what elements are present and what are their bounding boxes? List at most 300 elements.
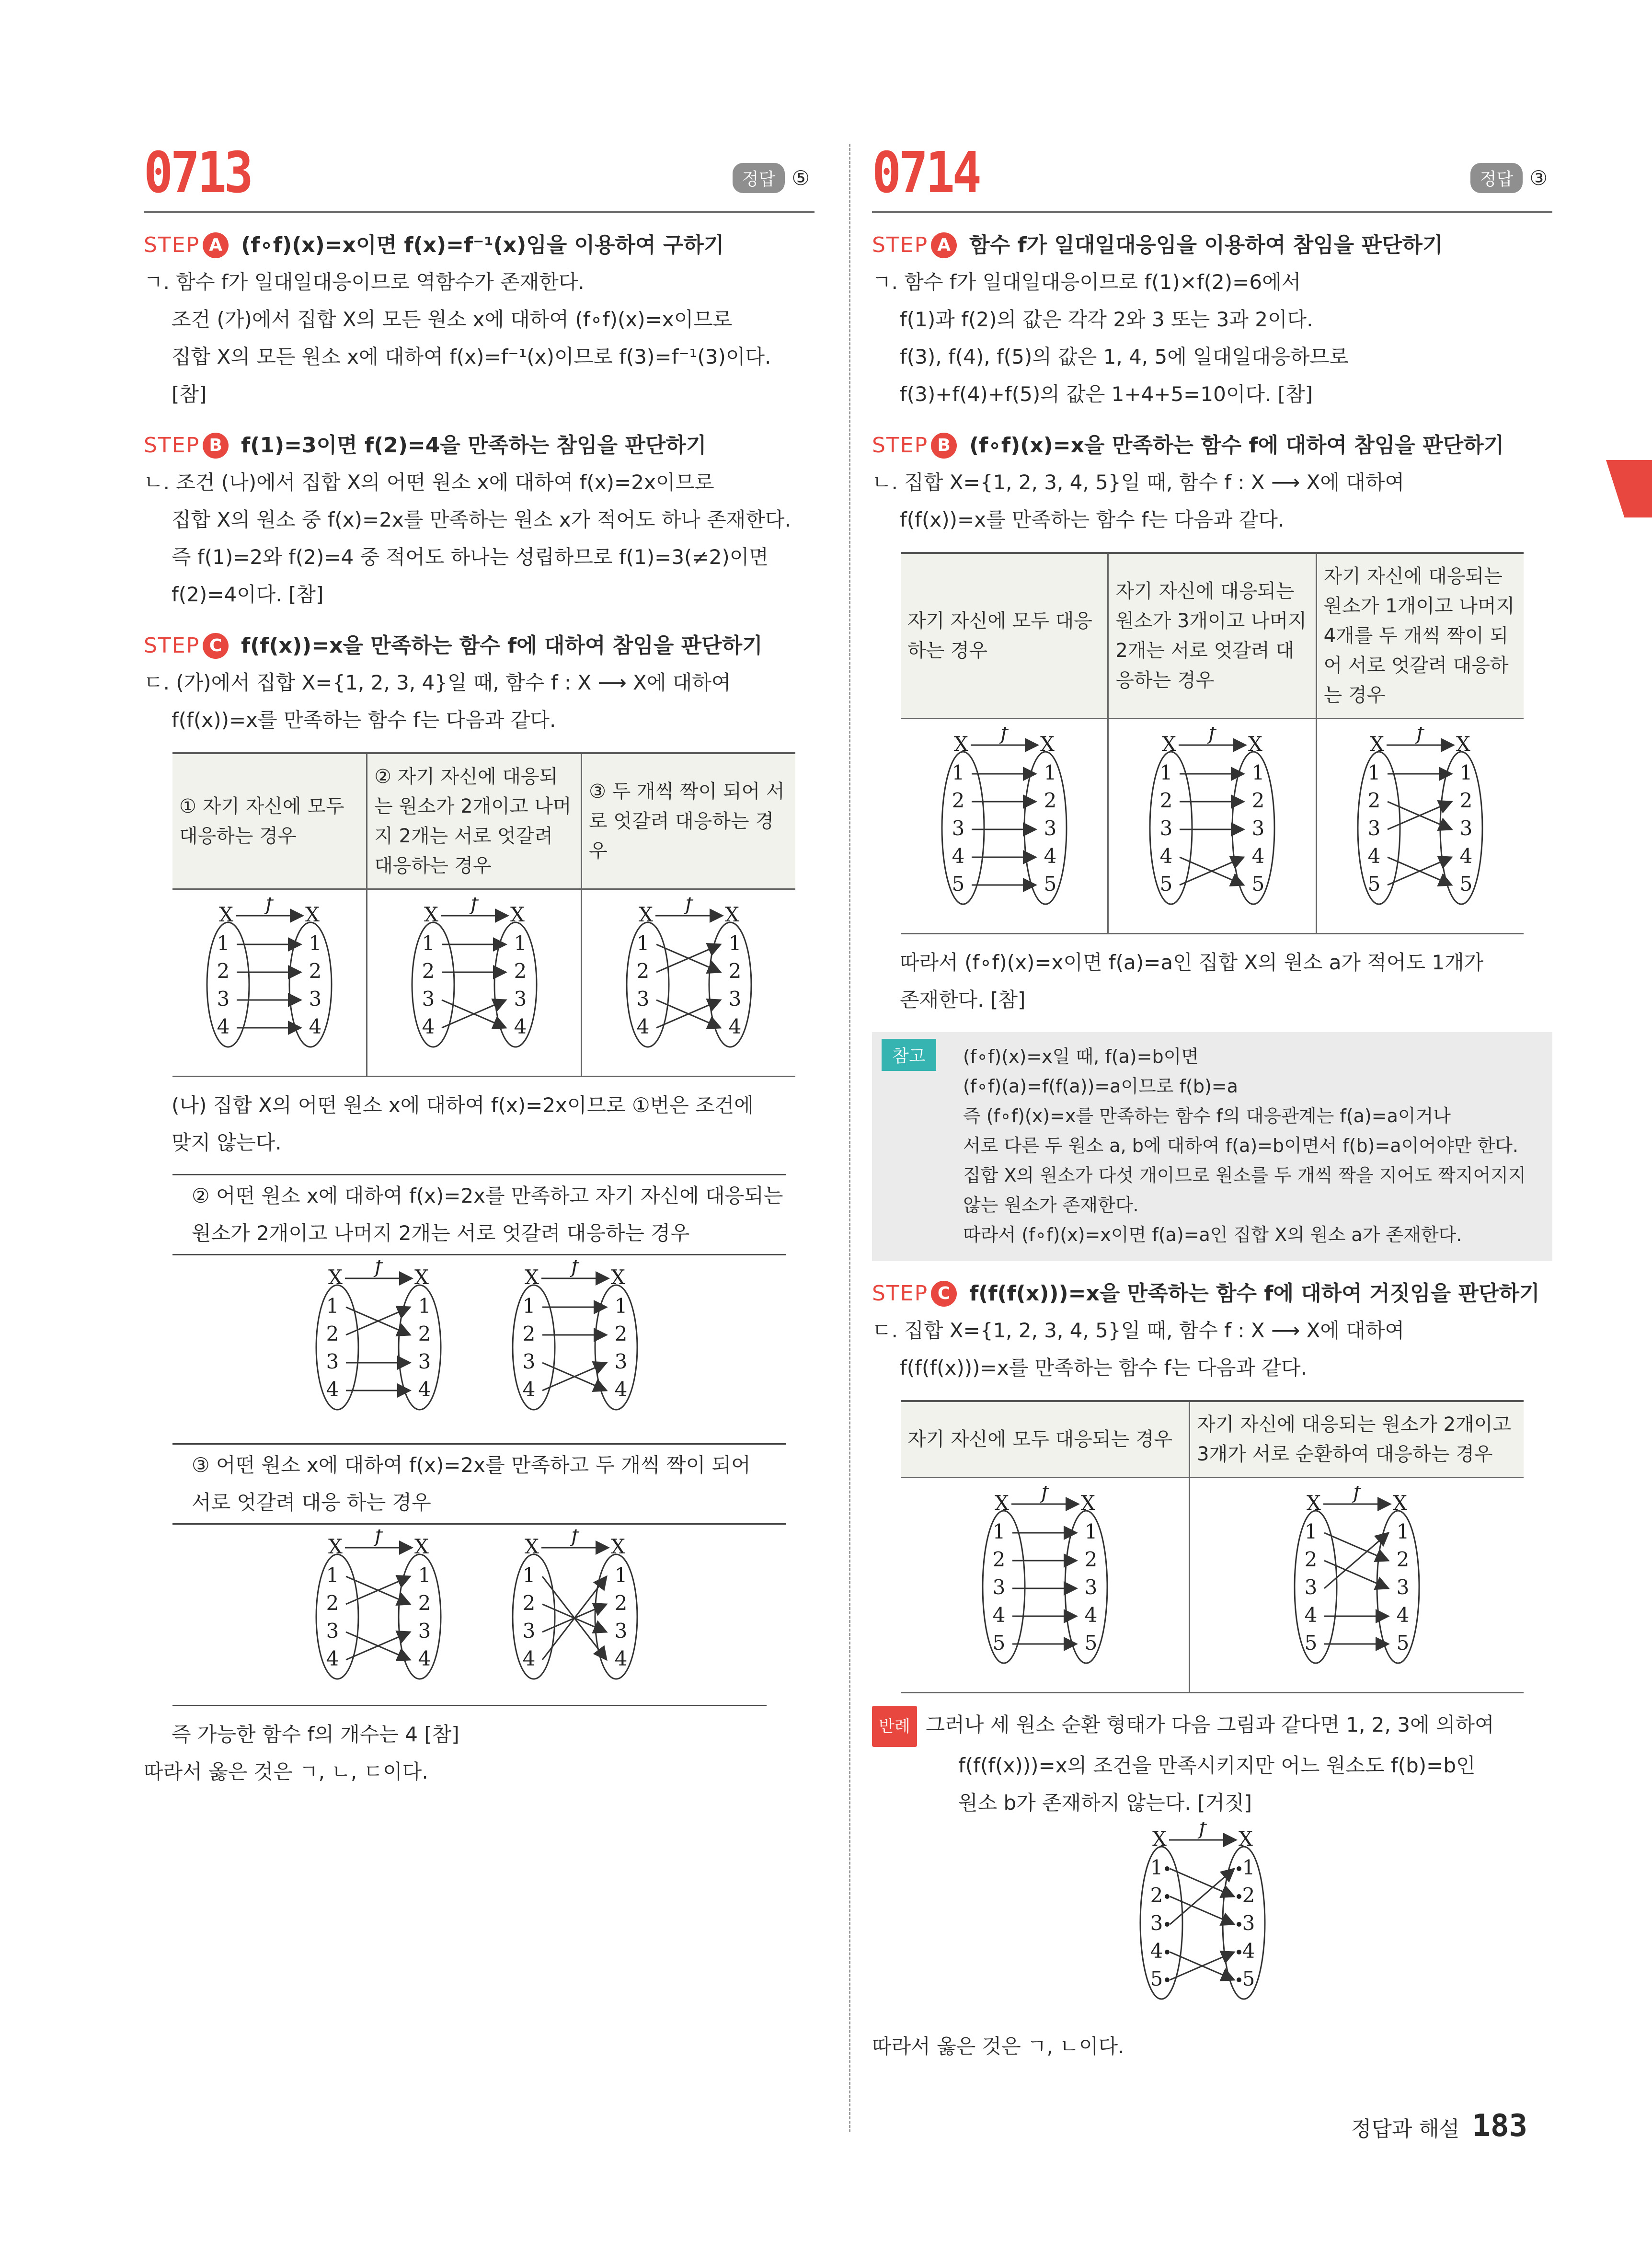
case-3-diagrams bbox=[307, 1529, 815, 1700]
codomain-element: 3 bbox=[514, 987, 527, 1011]
mapping-diagram bbox=[901, 727, 1107, 925]
domain-element: 1 bbox=[952, 761, 965, 784]
codomain-element: 3 bbox=[1044, 816, 1057, 840]
problem-header bbox=[872, 139, 1552, 213]
codomain-element: 1 bbox=[418, 1294, 431, 1318]
step-mark: C bbox=[203, 633, 229, 659]
codomain-label: X bbox=[1248, 732, 1262, 756]
domain-element: 2 bbox=[217, 959, 230, 983]
domain-element: 2 bbox=[1159, 789, 1173, 812]
mapping-svg bbox=[617, 897, 761, 1066]
answer-box bbox=[733, 163, 810, 193]
domain-element: 4 bbox=[422, 1015, 435, 1038]
text-line: 즉 f(1)=2와 f(2)=4 중 적어도 하나는 성립하므로 f(1)=3(≠2)이면 bbox=[172, 545, 769, 569]
domain-label: X bbox=[1162, 732, 1176, 756]
problem-0713 bbox=[144, 139, 815, 1791]
mapping-diagram bbox=[307, 1529, 450, 1700]
codomain-label: X bbox=[611, 1265, 625, 1289]
codomain-label: X bbox=[510, 903, 525, 926]
mapping-svg bbox=[932, 727, 1076, 923]
domain-element: 1 bbox=[326, 1563, 339, 1587]
text-line: 즉 가능한 함수 f의 개수는 4 [참] bbox=[172, 1723, 459, 1746]
mapping-diagram bbox=[172, 897, 366, 1068]
domain-element: 2 bbox=[422, 959, 435, 983]
domain-element: 5 bbox=[1159, 872, 1173, 896]
domain-element: 3 bbox=[1304, 1575, 1318, 1599]
codomain-element: 1 bbox=[418, 1563, 431, 1587]
domain-element: 4 bbox=[1150, 1939, 1163, 1963]
domain-element: 3 bbox=[992, 1575, 1005, 1599]
text-line: ㄴ. 조건 (나)에서 집합 X의 어떤 원소 x에 대하여 f(x)=2x이므로 bbox=[144, 471, 714, 494]
step-label: STEP bbox=[144, 233, 200, 257]
case-2-diagrams bbox=[307, 1260, 815, 1431]
step-text: (f∘f)(x)=x이면 f(x)=f⁻¹(x)임을 이용하여 구하기 bbox=[241, 233, 724, 257]
answer-value: ③ bbox=[1529, 166, 1548, 190]
codomain-element: 5 bbox=[1251, 872, 1265, 896]
codomain-element: 1 bbox=[1084, 1520, 1097, 1543]
step-b-heading bbox=[872, 427, 1552, 464]
text-line: ③ 어떤 원소 x에 대하여 f(x)=2x를 만족하고 두 개씩 짝이 되어 bbox=[192, 1453, 751, 1477]
codomain-element: 3 bbox=[1459, 816, 1473, 840]
note-line: 따라서 (f∘f)(x)=x이면 f(a)=a인 집합 X의 원소 a가 존재한다. bbox=[963, 1224, 1462, 1245]
problem-header bbox=[144, 139, 815, 213]
table-cell bbox=[367, 889, 582, 1077]
table-header: 자기 자신에 모두 대응되는 경우 bbox=[901, 1401, 1190, 1478]
text-line: 맞지 않는다. bbox=[172, 1131, 282, 1154]
text-line: ㄱ. 함수 f가 일대일대응이므로 f(1)×f(2)=6에서 bbox=[872, 270, 1301, 294]
mapping-diagram bbox=[1317, 727, 1524, 925]
function-label: f bbox=[571, 1260, 579, 1277]
codomain-element: 4 bbox=[1044, 844, 1057, 868]
text-line: 따라서 (f∘f)(x)=x이면 f(a)=a인 집합 X의 원소 a가 적어도 1개가 bbox=[900, 951, 1484, 974]
domain-label: X bbox=[953, 732, 968, 756]
mapping-svg bbox=[1131, 1822, 1274, 2018]
codomain-element: 2 bbox=[1396, 1548, 1410, 1571]
mapping-svg bbox=[197, 897, 341, 1066]
function-label: f bbox=[1041, 1486, 1049, 1503]
domain-label: X bbox=[1152, 1827, 1167, 1850]
element-dot bbox=[1165, 1950, 1170, 1954]
note-box bbox=[872, 1032, 1552, 1261]
codomain-element: 3 bbox=[1242, 1911, 1255, 1935]
domain-label: X bbox=[1370, 732, 1385, 756]
codomain-label: X bbox=[611, 1535, 625, 1558]
counterexample-line bbox=[872, 1706, 1552, 1747]
domain-element: 1 bbox=[422, 931, 435, 955]
mapping-svg bbox=[503, 1529, 647, 1698]
page-number: 183 bbox=[1472, 2108, 1527, 2144]
codomain-label: X bbox=[305, 903, 320, 926]
element-dot bbox=[1237, 1922, 1241, 1927]
step-label: STEP bbox=[872, 433, 929, 458]
element-dot bbox=[1165, 1977, 1170, 1982]
domain-element: 4 bbox=[1159, 844, 1173, 868]
codomain-label: X bbox=[1456, 732, 1471, 756]
page-footer bbox=[1351, 2108, 1527, 2144]
domain-element: 1 bbox=[636, 931, 649, 955]
codomain-element: 5 bbox=[1084, 1631, 1097, 1655]
codomain-element: 2 bbox=[418, 1322, 431, 1345]
codomain-element: 1 bbox=[1396, 1520, 1410, 1543]
codomain-element: 4 bbox=[614, 1647, 628, 1670]
text-line: 서로 엇갈려 대응 하는 경우 bbox=[192, 1491, 431, 1514]
text-line: 원소 b가 존재하지 않는다. [거짓] bbox=[958, 1791, 1252, 1815]
mapping-svg bbox=[1348, 727, 1492, 923]
function-label: f bbox=[1416, 727, 1424, 744]
function-label: f bbox=[685, 897, 693, 915]
domain-element: 3 bbox=[952, 816, 965, 840]
domain-element: 3 bbox=[636, 987, 649, 1011]
table-header: 자기 자신에 대응되는 원소가 1개이고 나머지 4개를 두 개씩 짝이 되어 서로 엇갈려 대응하는 경우 bbox=[1316, 553, 1524, 719]
answer-box bbox=[1470, 163, 1548, 193]
codomain-element: 2 bbox=[309, 959, 322, 983]
codomain-label: X bbox=[1393, 1491, 1408, 1515]
codomain-element: 2 bbox=[1459, 789, 1473, 812]
element-dot bbox=[1165, 1922, 1170, 1927]
table-cell bbox=[901, 719, 1108, 934]
domain-element: 4 bbox=[217, 1015, 230, 1038]
codomain-element: 5 bbox=[1044, 872, 1057, 896]
codomain-element: 1 bbox=[1044, 761, 1057, 784]
table-header: ③ 두 개씩 짝이 되어 서로 엇갈려 대응하는 경우 bbox=[582, 753, 795, 889]
table-cell bbox=[1316, 719, 1524, 934]
text-line: f(1)과 f(2)의 값은 각각 2와 3 또는 3과 2이다. bbox=[900, 308, 1313, 331]
domain-element: 2 bbox=[992, 1548, 1005, 1571]
text-line: f(f(x))=x를 만족하는 함수 f는 다음과 같다. bbox=[900, 508, 1285, 531]
mapping-table bbox=[901, 552, 1524, 934]
step-b-heading bbox=[144, 427, 815, 464]
table-header: ② 자기 자신에 대응되는 원소가 2개이고 나머지 2개는 서로 엇갈려 대응하는 경우 bbox=[367, 753, 582, 889]
codomain-element: 1 bbox=[1251, 761, 1265, 784]
codomain-element: 4 bbox=[1242, 1939, 1255, 1963]
codomain-label: X bbox=[1239, 1827, 1253, 1850]
domain-element: 5 bbox=[952, 872, 965, 896]
domain-element: 3 bbox=[217, 987, 230, 1011]
conclusion: 따라서 옳은 것은 ㄱ, ㄴ, ㄷ이다. bbox=[144, 1760, 428, 1783]
element-dot bbox=[1237, 1894, 1241, 1899]
domain-element: 3 bbox=[1150, 1911, 1163, 1935]
element-dot bbox=[1165, 1894, 1170, 1899]
step-mark: B bbox=[203, 433, 229, 459]
domain-element: 2 bbox=[952, 789, 965, 812]
text-line: 원소가 2개이고 나머지 2개는 서로 엇갈려 대응하는 경우 bbox=[192, 1221, 690, 1245]
mapping-diagram bbox=[901, 1486, 1189, 1684]
mapping-svg bbox=[307, 1529, 450, 1698]
domain-element: 1 bbox=[1367, 761, 1381, 784]
note-line: 즉 (f∘f)(x)=x를 만족하는 함수 f의 대응관계는 f(a)=a이거나 bbox=[963, 1105, 1451, 1126]
text-line: 집합 X의 모든 원소 x에 대하여 f(x)=f⁻¹(x)이므로 f(3)=f⁻¹(3)이다. bbox=[172, 345, 771, 368]
function-label: f bbox=[375, 1260, 382, 1277]
text-line: f(3)+f(4)+f(5)의 값은 1+4+5=10이다. [참] bbox=[900, 382, 1313, 406]
step-c-heading bbox=[872, 1276, 1552, 1312]
text-line: 집합 X의 원소 중 f(x)=2x를 만족하는 원소 x가 적어도 하나 존재한다. bbox=[172, 508, 791, 531]
codomain-element: 3 bbox=[309, 987, 322, 1011]
domain-element: 1 bbox=[522, 1563, 536, 1587]
domain-element: 3 bbox=[1159, 816, 1173, 840]
codomain-element: 2 bbox=[1044, 789, 1057, 812]
counterexample-badge: 반례 bbox=[872, 1706, 917, 1747]
text-line: [참] bbox=[172, 382, 207, 406]
domain-element: 4 bbox=[326, 1647, 339, 1670]
case-2-title bbox=[172, 1174, 786, 1255]
mapping-svg bbox=[402, 897, 546, 1066]
step-mark: C bbox=[931, 1281, 957, 1307]
mapping-diagram bbox=[503, 1529, 647, 1700]
chapter-side-tab bbox=[1606, 460, 1652, 517]
function-label: f bbox=[375, 1529, 382, 1547]
codomain-element: 5 bbox=[1396, 1631, 1410, 1655]
mapping-svg bbox=[307, 1260, 450, 1429]
step-mark: A bbox=[931, 232, 957, 258]
domain-label: X bbox=[424, 903, 438, 926]
problem-0714 bbox=[872, 139, 1552, 2065]
mapping-arrow bbox=[1324, 1561, 1388, 1588]
codomain-element: 2 bbox=[418, 1591, 431, 1615]
function-label: f bbox=[571, 1529, 579, 1547]
codomain-element: 4 bbox=[514, 1015, 527, 1038]
domain-element: 2 bbox=[636, 959, 649, 983]
domain-element: 1 bbox=[1159, 761, 1173, 784]
domain-label: X bbox=[219, 903, 234, 926]
step-text: f(f(f(x)))=x을 만족하는 함수 f에 대하여 거짓임을 판단하기 bbox=[969, 1281, 1540, 1306]
codomain-label: X bbox=[1040, 732, 1055, 756]
element-dot bbox=[1237, 1866, 1241, 1871]
problem-number: 0713 bbox=[144, 139, 251, 206]
domain-label: X bbox=[994, 1491, 1009, 1515]
codomain-element: 3 bbox=[728, 987, 741, 1011]
domain-element: 3 bbox=[522, 1619, 536, 1643]
domain-element: 2 bbox=[326, 1591, 339, 1615]
domain-element: 3 bbox=[326, 1350, 339, 1373]
answer-badge: 정답 bbox=[1470, 163, 1523, 193]
domain-element: 2 bbox=[1304, 1548, 1318, 1571]
mapping-svg bbox=[1285, 1486, 1429, 1682]
codomain-element: 3 bbox=[614, 1350, 628, 1373]
codomain-element: 4 bbox=[418, 1647, 431, 1670]
domain-label: X bbox=[328, 1535, 343, 1558]
table-header: 자기 자신에 대응되는 원소가 3개이고 나머지 2개는 서로 엇갈려 대응하는 경우 bbox=[1108, 553, 1316, 719]
domain-element: 1 bbox=[992, 1520, 1005, 1543]
table-header: 자기 자신에 모두 대응하는 경우 bbox=[901, 553, 1108, 719]
codomain-element: 4 bbox=[614, 1378, 628, 1401]
domain-label: X bbox=[1307, 1491, 1321, 1515]
mapping-svg bbox=[503, 1260, 647, 1429]
domain-element: 2 bbox=[522, 1591, 536, 1615]
codomain-element: 1 bbox=[728, 931, 741, 955]
domain-element: 2 bbox=[1367, 789, 1381, 812]
domain-label: X bbox=[525, 1265, 539, 1289]
step-text: 함수 f가 일대일대응임을 이용하여 참임을 판단하기 bbox=[969, 233, 1443, 257]
domain-element: 1 bbox=[217, 931, 230, 955]
step-mark: A bbox=[203, 232, 229, 258]
codomain-element: 2 bbox=[1084, 1548, 1097, 1571]
mapping-svg bbox=[973, 1486, 1117, 1682]
footer-label: 정답과 해설 bbox=[1351, 2117, 1460, 2141]
codomain-element: 2 bbox=[1251, 789, 1265, 812]
step-label: STEP bbox=[872, 1281, 929, 1306]
step-a-heading bbox=[872, 227, 1552, 264]
domain-element: 2 bbox=[326, 1322, 339, 1345]
domain-element: 3 bbox=[522, 1350, 536, 1373]
step-c-heading bbox=[144, 628, 815, 664]
step-label: STEP bbox=[144, 433, 200, 458]
divider bbox=[172, 1705, 767, 1706]
domain-element: 4 bbox=[992, 1603, 1005, 1627]
codomain-label: X bbox=[414, 1265, 429, 1289]
codomain-element: 3 bbox=[418, 1619, 431, 1643]
counterexample-diagram-wrap bbox=[1131, 1822, 1552, 2020]
domain-element: 3 bbox=[326, 1619, 339, 1643]
function-label: f bbox=[1353, 1486, 1361, 1503]
mapping-arrow bbox=[1170, 1896, 1234, 1924]
domain-element: 4 bbox=[636, 1015, 649, 1038]
codomain-label: X bbox=[1080, 1491, 1095, 1515]
answer-value: ⑤ bbox=[792, 166, 810, 190]
codomain-element: 2 bbox=[614, 1591, 628, 1615]
codomain-element: 1 bbox=[614, 1294, 628, 1318]
domain-element: 2 bbox=[1150, 1884, 1163, 1907]
column-divider bbox=[849, 144, 850, 2132]
codomain-element: 3 bbox=[1396, 1575, 1410, 1599]
table-cell bbox=[172, 889, 367, 1077]
mapping-diagram bbox=[1131, 1822, 1552, 2020]
codomain-element: 4 bbox=[309, 1015, 322, 1038]
text-line: ② 어떤 원소 x에 대하여 f(x)=2x를 만족하고 자기 자신에 대응되는 bbox=[192, 1184, 783, 1207]
domain-element: 5 bbox=[1150, 1967, 1163, 1990]
domain-element: 3 bbox=[1367, 816, 1381, 840]
domain-element: 3 bbox=[422, 987, 435, 1011]
text-line: f(f(f(x)))=x의 조건을 만족시키지만 어느 원소도 f(b)=b인 bbox=[958, 1754, 1476, 1777]
element-dot bbox=[1237, 1977, 1241, 1982]
domain-element: 4 bbox=[522, 1647, 536, 1670]
codomain-element: 1 bbox=[614, 1563, 628, 1587]
codomain-element: 2 bbox=[1242, 1884, 1255, 1907]
mapping-diagram bbox=[367, 897, 581, 1068]
function-label: f bbox=[1199, 1822, 1206, 1839]
function-label: f bbox=[470, 897, 478, 915]
table-header: 자기 자신에 대응되는 원소가 2개이고 3개가 서로 순환하여 대응하는 경우 bbox=[1190, 1401, 1524, 1478]
step-text: f(1)=3이면 f(2)=4을 만족하는 참임을 판단하기 bbox=[241, 433, 707, 458]
codomain-element: 4 bbox=[418, 1378, 431, 1401]
mapping-diagram bbox=[1109, 727, 1315, 925]
codomain-element: 1 bbox=[514, 931, 527, 955]
codomain-element: 4 bbox=[1459, 844, 1473, 868]
element-dot bbox=[1165, 1866, 1170, 1871]
domain-element: 1 bbox=[1304, 1520, 1318, 1543]
step-text: f(f(x))=x을 만족하는 함수 f에 대하여 참임을 판단하기 bbox=[241, 633, 763, 658]
function-label: f bbox=[265, 897, 273, 915]
note-line: 집합 X의 원소가 다섯 개이므로 원소를 두 개씩 짝을 지어도 짝지어지지 bbox=[963, 1165, 1526, 1186]
step-label: STEP bbox=[144, 633, 200, 658]
codomain-element: 2 bbox=[728, 959, 741, 983]
problem-number: 0714 bbox=[872, 139, 979, 206]
step-a-heading bbox=[144, 227, 815, 264]
domain-element: 4 bbox=[1304, 1603, 1318, 1627]
text-line: ㄷ. (가)에서 집합 X={1, 2, 3, 4}일 때, 함수 f : X ⟶ X에 대하여 bbox=[144, 671, 731, 694]
domain-label: X bbox=[525, 1535, 539, 1558]
table-cell bbox=[1108, 719, 1316, 934]
note-line: (f∘f)(a)=f(f(a))=a이므로 f(b)=a bbox=[963, 1076, 1238, 1097]
element-dot bbox=[1237, 1950, 1241, 1954]
step-mark: B bbox=[931, 433, 957, 459]
mapping-diagram bbox=[307, 1260, 450, 1431]
domain-element: 5 bbox=[1367, 872, 1381, 896]
text-line: f(3), f(4), f(5)의 값은 1, 4, 5에 일대일대응하므로 bbox=[900, 345, 1349, 368]
codomain-element: 3 bbox=[1251, 816, 1265, 840]
domain-element: 4 bbox=[1367, 844, 1381, 868]
domain-element: 4 bbox=[522, 1378, 536, 1401]
codomain-element: 5 bbox=[1242, 1967, 1255, 1990]
text-line: 존재한다. [참] bbox=[900, 988, 1026, 1011]
codomain-element: 3 bbox=[614, 1619, 628, 1643]
mapping-diagram bbox=[582, 897, 795, 1068]
text-line: f(2)=4이다. [참] bbox=[172, 583, 324, 606]
domain-element: 4 bbox=[952, 844, 965, 868]
codomain-element: 1 bbox=[1459, 761, 1473, 784]
codomain-element: 1 bbox=[1242, 1856, 1255, 1879]
domain-label: X bbox=[328, 1265, 343, 1289]
mapping-table bbox=[172, 752, 795, 1077]
mapping-diagram bbox=[1190, 1486, 1524, 1684]
cycle-table bbox=[901, 1400, 1524, 1693]
domain-label: X bbox=[638, 903, 653, 926]
step-text: (f∘f)(x)=x을 만족하는 함수 f에 대하여 참임을 판단하기 bbox=[969, 433, 1504, 458]
table-header: ① 자기 자신에 모두 대응하는 경우 bbox=[172, 753, 367, 889]
table-cell bbox=[582, 889, 795, 1077]
text-line: ㄷ. 집합 X={1, 2, 3, 4, 5}일 때, 함수 f : X ⟶ X에 대하여 bbox=[872, 1319, 1405, 1342]
domain-element: 5 bbox=[992, 1631, 1005, 1655]
domain-element: 2 bbox=[522, 1322, 536, 1345]
mapping-svg bbox=[1140, 727, 1284, 923]
step-label: STEP bbox=[872, 233, 929, 257]
codomain-element: 2 bbox=[514, 959, 527, 983]
note-line: 서로 다른 두 원소 a, b에 대하여 f(a)=b이면서 f(b)=a이어야만 한다. bbox=[963, 1135, 1518, 1156]
domain-element: 5 bbox=[1304, 1631, 1318, 1655]
domain-element: 1 bbox=[1150, 1856, 1163, 1879]
codomain-element: 4 bbox=[1251, 844, 1265, 868]
codomain-element: 3 bbox=[418, 1350, 431, 1373]
answer-badge: 정답 bbox=[733, 163, 785, 193]
note-badge: 참고 bbox=[882, 1039, 936, 1071]
codomain-label: X bbox=[724, 903, 739, 926]
domain-element: 1 bbox=[522, 1294, 536, 1318]
function-label: f bbox=[1000, 727, 1008, 744]
table-cell bbox=[1190, 1478, 1524, 1693]
text-line: 그러나 세 원소 순환 형태가 다음 그림과 같다면 1, 2, 3에 의하여 bbox=[925, 1713, 1494, 1736]
codomain-element: 4 bbox=[1084, 1603, 1097, 1627]
codomain-element: 5 bbox=[1459, 872, 1473, 896]
function-label: f bbox=[1208, 727, 1216, 744]
text-line: f(f(f(x)))=x를 만족하는 함수 f는 다음과 같다. bbox=[900, 1356, 1307, 1379]
conclusion: 따라서 옳은 것은 ㄱ, ㄴ이다. bbox=[872, 2034, 1124, 2058]
codomain-label: X bbox=[414, 1535, 429, 1558]
text-line: ㄴ. 집합 X={1, 2, 3, 4, 5}일 때, 함수 f : X ⟶ X에 대하여 bbox=[872, 471, 1405, 494]
domain-element: 4 bbox=[326, 1378, 339, 1401]
case-3-title bbox=[172, 1443, 786, 1525]
table-cell bbox=[901, 1478, 1190, 1693]
text-line: 조건 (가)에서 집합 X의 모든 원소 x에 대하여 (f∘f)(x)=x이므로 bbox=[172, 308, 733, 331]
codomain-element: 3 bbox=[1084, 1575, 1097, 1599]
codomain-element: 4 bbox=[1396, 1603, 1410, 1627]
domain-element: 1 bbox=[326, 1294, 339, 1318]
codomain-element: 2 bbox=[614, 1322, 628, 1345]
text-line: (나) 집합 X의 어떤 원소 x에 대하여 f(x)=2x이므로 ①번은 조건에 bbox=[172, 1093, 754, 1117]
mapping-diagram bbox=[503, 1260, 647, 1431]
note-line: (f∘f)(x)=x일 때, f(a)=b이면 bbox=[963, 1046, 1199, 1067]
text-line: ㄱ. 함수 f가 일대일대응이므로 역함수가 존재한다. bbox=[144, 270, 585, 294]
note-line: 않는 원소가 존재한다. bbox=[963, 1195, 1139, 1216]
text-line: f(f(x))=x를 만족하는 함수 f는 다음과 같다. bbox=[172, 708, 556, 732]
